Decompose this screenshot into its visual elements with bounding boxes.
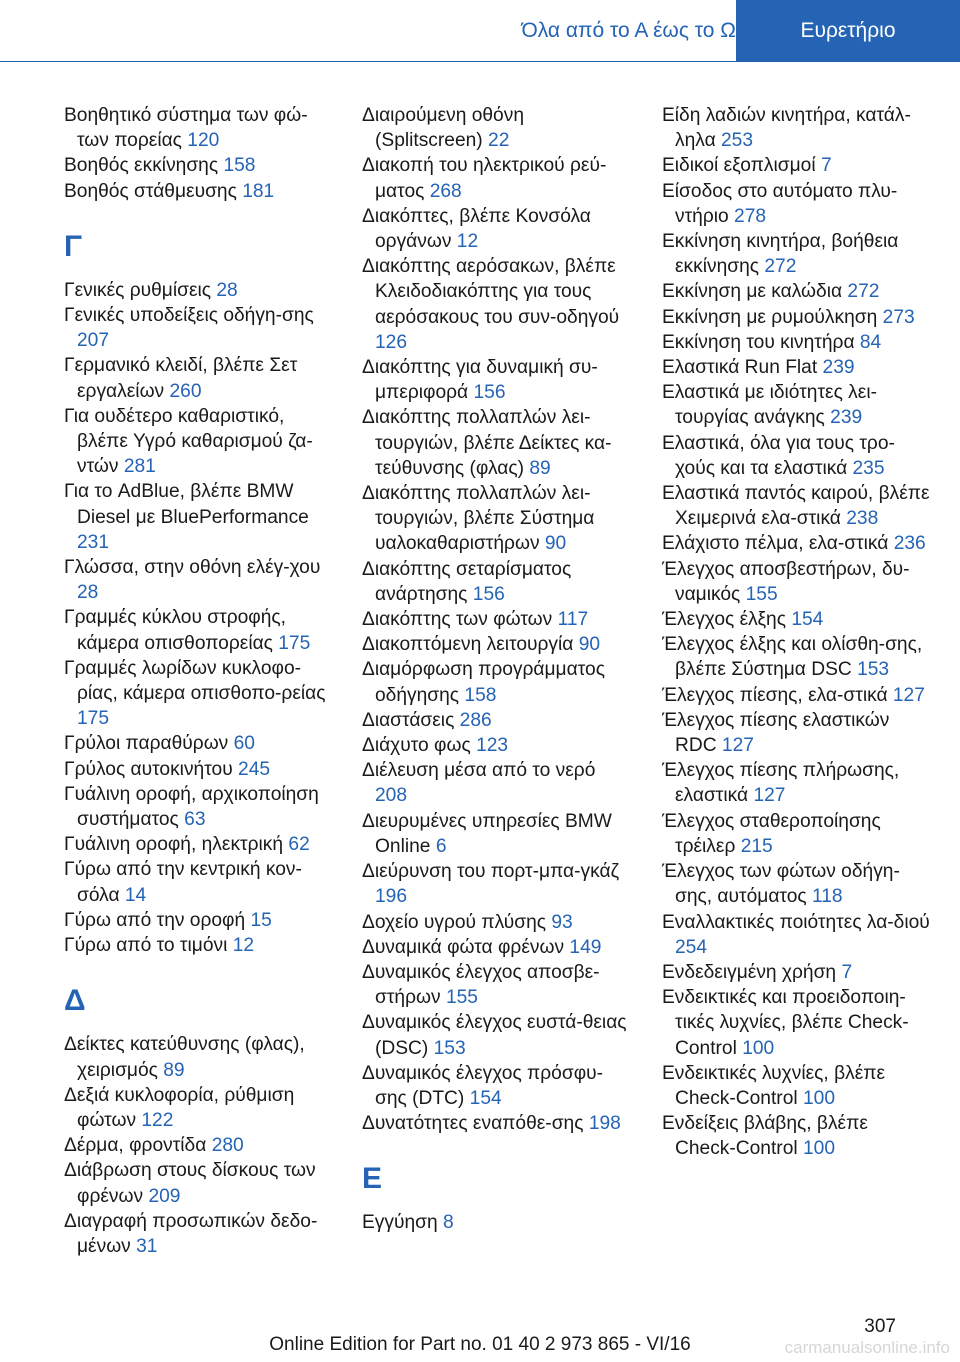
index-page-link[interactable]: 6 <box>435 835 447 857</box>
index-page-link[interactable]: 14 <box>124 884 147 906</box>
index-page-link[interactable]: 118 <box>811 886 843 908</box>
index-entry <box>64 757 332 782</box>
index-entry-text: Για ουδέτερο καθαριστικό, βλέπε Υγρό καθαρισμού ζα‐ντών <box>64 405 313 478</box>
index-entry <box>662 229 930 279</box>
index-page-link[interactable]: 127 <box>721 735 754 757</box>
index-page-link[interactable]: 253 <box>721 130 754 152</box>
index-page-link[interactable]: 153 <box>857 659 890 681</box>
index-entry <box>64 908 332 933</box>
index-entry-text: Δυναμικά φώτα φρένων <box>362 936 565 958</box>
index-entry-text: Δείκτες κατεύθυνσης (φλας), χειρισμός <box>64 1034 305 1081</box>
index-entry <box>362 910 630 935</box>
index-page-link[interactable]: 156 <box>473 382 506 404</box>
index-column-1 <box>64 103 332 1259</box>
index-entry <box>662 305 930 330</box>
index-entry-text: Ειδικοί εξοπλισμοί <box>662 155 816 177</box>
index-page-link[interactable]: 15 <box>250 909 272 931</box>
index-entry-text: Δυναμικός έλεγχος πρόσφυ‐σης (DTC) <box>362 1062 604 1109</box>
index-entry <box>662 531 930 556</box>
index-entry-text: Ενδεικτικές και προειδοποιη‐τικές λυχνίες, βλέπε Check-Control <box>662 987 909 1059</box>
index-entry-text: Γενικές υποδείξεις οδήγη‐σης <box>64 305 314 327</box>
index-page-link[interactable]: 239 <box>830 407 863 429</box>
index-entry-text: Διευρυμένες υπηρεσίες BMW Online <box>362 810 612 857</box>
index-page-link[interactable]: 198 <box>588 1113 621 1135</box>
index-entry <box>362 153 630 203</box>
index-page-link[interactable]: 63 <box>184 809 206 831</box>
index-entry <box>64 179 332 204</box>
index-letter-heading: Δ <box>64 984 86 1018</box>
index-page-link[interactable]: 158 <box>464 684 497 706</box>
index-entry-text: Διακόπτης σεταρίσματος ανάρτησης <box>362 558 572 605</box>
index-entry-text: Δυναμικός έλεγχος αποσβε‐στήρων <box>362 961 600 1009</box>
index-entry <box>64 103 332 153</box>
index-entry-text: Διακόπτης πολλαπλών λει‐τουργιών, βλέπε Σύστημα υαλοκαθαριστήρων <box>362 483 595 555</box>
index-entry-text: Διέλευση μέσα από το νερό <box>362 760 596 782</box>
index-page-link[interactable]: 7 <box>820 155 832 177</box>
index-column-2 <box>362 103 630 1236</box>
index-entry-text: Γύρω από την κεντρική κον‐σόλα <box>64 859 302 906</box>
index-entry <box>64 782 332 832</box>
index-entry <box>662 683 930 708</box>
index-entry-text: Έλεγχος πίεσης ελαστικών RDC <box>662 709 890 757</box>
index-page-link[interactable]: 215 <box>740 835 773 857</box>
index-page-link[interactable]: 84 <box>859 331 882 353</box>
index-entry-text: Δεξιά κυκλοφορία, ρύθμιση φώτων <box>64 1084 295 1131</box>
index-entry-text: Διακοπή του ηλεκτρικού ρεύ‐ματος <box>362 155 607 202</box>
index-entry-text: Εγγύηση <box>362 1212 438 1234</box>
index-entry <box>64 1032 332 1082</box>
index-column-3 <box>662 103 930 1162</box>
index-page-link[interactable]: 156 <box>472 583 505 605</box>
index-entry <box>662 330 930 355</box>
index-entry <box>662 809 930 859</box>
index-entry-text: Ενδεικτικές λυχνίες, βλέπε Check-Control <box>662 1062 886 1109</box>
index-entry-text: Ελαστικά Run Flat <box>662 357 818 379</box>
index-entry <box>662 1111 930 1161</box>
index-entry <box>64 153 332 178</box>
index-page-link[interactable]: 175 <box>77 708 110 730</box>
index-entry-text: Δοχείο υγρού πλύσης <box>362 911 546 933</box>
index-entry <box>662 179 930 229</box>
tab-index[interactable]: Ευρετήριο <box>736 0 960 62</box>
index-entry <box>662 380 930 430</box>
index-page-link[interactable]: 28 <box>216 279 238 301</box>
index-page-link[interactable]: 209 <box>148 1185 181 1207</box>
index-page-link[interactable]: 31 <box>136 1235 158 1257</box>
index-entry <box>362 481 630 557</box>
index-page-link[interactable]: 280 <box>211 1135 244 1157</box>
index-entry <box>662 708 930 758</box>
index-entry <box>662 985 930 1061</box>
index-page-link[interactable]: 196 <box>375 886 408 908</box>
index-page-link[interactable]: 272 <box>764 256 797 278</box>
index-entry-text: Διακοπτόμενη λειτουργία <box>362 634 574 656</box>
page-number: 307 <box>864 1316 896 1337</box>
index-entry <box>362 708 630 733</box>
index-page-link[interactable]: 100 <box>802 1138 835 1160</box>
index-entry <box>362 758 630 808</box>
index-page-link[interactable]: 62 <box>288 834 310 856</box>
index-entry <box>362 557 630 607</box>
index-entry <box>362 935 630 960</box>
index-entry <box>64 555 332 605</box>
index-entry-text: Διακόπτης για δυναμική συ‐μπεριφορά <box>362 357 598 404</box>
index-entry-text: Ελάχιστο πέλμα, ελα‐στικά <box>662 533 889 555</box>
index-entry <box>662 431 930 481</box>
index-page-link[interactable]: 60 <box>233 733 255 755</box>
index-entry-text: Εκκίνηση με ρυμούλκηση <box>662 306 878 328</box>
index-page-link[interactable]: 231 <box>77 531 110 553</box>
index-page-link[interactable]: 93 <box>551 911 573 933</box>
index-letter-heading: Ε <box>362 1162 383 1196</box>
index-entry-text: Ελαστικά, όλα για τους τρο‐χούς και τα ελαστικά <box>662 432 895 479</box>
index-entry-text: Έλεγχος έλξης <box>662 609 786 631</box>
header-divider <box>0 61 736 62</box>
index-page-link[interactable]: 245 <box>238 758 271 780</box>
index-page-link[interactable]: 89 <box>529 457 551 479</box>
index-entry <box>64 1209 332 1259</box>
index-entry <box>64 656 332 732</box>
index-entry-text: Έλεγχος σταθεροποίησης τρέιλερ <box>662 810 881 857</box>
index-page-link[interactable]: 181 <box>242 180 275 202</box>
index-page-link[interactable]: 286 <box>459 709 492 731</box>
index-entry-text: Διάχυτο φως <box>362 735 471 757</box>
index-entry-text: Βοηθός στάθμευσης <box>64 180 237 202</box>
index-entry <box>64 353 332 403</box>
index-entry-text: Γενικές ρυθμίσεις <box>64 279 212 301</box>
index-page-link[interactable]: 158 <box>223 155 256 177</box>
index-page-link[interactable]: 28 <box>77 582 99 604</box>
index-entry-text: Γλώσσα, στην οθόνη ελέγ‐χου <box>64 557 321 579</box>
index-entry-text: Γυάλινη οροφή, ηλεκτρική <box>64 834 284 856</box>
index-entry <box>362 1061 630 1111</box>
index-entry <box>64 832 332 857</box>
index-page-link[interactable]: 100 <box>802 1087 835 1109</box>
index-page-link[interactable]: 207 <box>77 330 110 352</box>
index-page-link[interactable]: 127 <box>753 785 786 807</box>
index-entry <box>662 607 930 632</box>
index-entry <box>662 153 930 178</box>
index-entry <box>662 632 930 682</box>
index-page-link[interactable]: 272 <box>847 281 880 303</box>
index-page-link[interactable]: 239 <box>822 357 855 379</box>
index-page-link[interactable]: 155 <box>445 987 478 1009</box>
index-page-link[interactable]: 238 <box>846 508 879 530</box>
index-page-link[interactable]: 155 <box>745 583 778 605</box>
index-page-link[interactable]: 268 <box>429 180 462 202</box>
index-entry <box>64 933 332 958</box>
watermark: carmanualsonline.info <box>784 1338 950 1357</box>
index-entry <box>362 254 630 355</box>
index-entry-text: Εκκίνηση κινητήρα, βοήθεια εκκίνησης <box>662 231 899 278</box>
index-entry-text: Δέρμα, φροντίδα <box>64 1135 207 1157</box>
index-page-link[interactable]: 89 <box>163 1059 185 1081</box>
index-page-link[interactable]: 175 <box>278 632 311 654</box>
index-entry-text: Γερμανικό κλειδί, βλέπε Σετ εργαλείων <box>64 355 298 402</box>
index-entry <box>662 355 930 380</box>
index-entry <box>64 731 332 756</box>
index-entry <box>362 809 630 859</box>
page-header <box>0 0 960 62</box>
index-entry <box>662 557 930 607</box>
index-entry <box>362 1010 630 1060</box>
index-entry <box>662 279 930 304</box>
index-entry-text: Γρύλος αυτοκινήτου <box>64 758 233 780</box>
index-page-link[interactable]: 8 <box>443 1212 454 1234</box>
index-entry-text: Εκκίνηση του κινητήρα <box>662 331 855 353</box>
index-page-link[interactable]: 90 <box>544 533 567 555</box>
index-entry <box>64 605 332 655</box>
index-entry-text: Δυναμικός έλεγχος ευστά‐θειας (DSC) <box>362 1012 627 1059</box>
index-entry <box>64 278 332 303</box>
index-entry <box>64 303 332 353</box>
index-entry <box>662 859 930 909</box>
index-page-link[interactable]: 7 <box>841 961 853 983</box>
index-letter-heading: Γ <box>64 229 83 263</box>
index-entry-text: Εναλλακτικές ποιότητες λα‐διού <box>662 911 930 933</box>
index-entry <box>362 355 630 405</box>
index-entry-text: Γραμμές κύκλου στροφής, κάμερα οπισθοπορείας <box>64 607 286 654</box>
index-entry <box>662 1061 930 1111</box>
index-entry <box>64 1133 332 1158</box>
index-entry-text: Ενδεδειγμένη χρήση <box>662 961 837 983</box>
index-entry <box>64 479 332 555</box>
section-title: Όλα από το Α έως το Ω <box>521 19 736 42</box>
index-entry-text: Ελαστικά με ιδιότητες λει‐τουργίας ανάγκης <box>662 382 877 429</box>
index-entry <box>362 1210 630 1235</box>
index-entry-text: Διακόπτες, βλέπε Κονσόλα οργάνων <box>362 205 591 253</box>
index-entry <box>64 1083 332 1133</box>
index-entry-text: Διαιρούμενη οθόνη (Splitscreen) <box>362 105 524 152</box>
index-entry-text: Ενδείξεις βλάβης, βλέπε Check-Control <box>662 1113 868 1160</box>
index-entry-text: Διάβρωση στους δίσκους των φρένων <box>64 1160 316 1207</box>
index-page-link[interactable]: 153 <box>433 1037 466 1059</box>
index-entry-text: Έλεγχος αποσβεστήρων, δυ‐ναμικός <box>662 558 910 605</box>
index-entry-text: Διακόπτης των φώτων <box>362 609 553 631</box>
index-entry <box>362 733 630 758</box>
index-entry <box>362 405 630 481</box>
index-entry-text: Γύρω από το τιμόνι <box>64 935 228 957</box>
index-page-link[interactable]: 12 <box>232 935 255 957</box>
index-entry-text: Δυνατότητες εναπόθε‐σης <box>362 1113 584 1135</box>
index-entry-text: Έλεγχος πίεσης, ελα‐στικά <box>662 684 888 706</box>
index-entry-text: Διαστάσεις <box>362 709 455 731</box>
index-entry <box>362 960 630 1010</box>
index-entry <box>362 204 630 254</box>
index-entry-text: Διαμόρφωση προγράμματος οδήγησης <box>362 659 605 706</box>
index-entry <box>64 404 332 480</box>
index-entry-text: Ελαστικά παντός καιρού, βλέπε Χειμερινά ελα‐στικά <box>662 483 930 530</box>
index-entry-text: Διεύρυνση του πορτ-μπα‐γκάζ <box>362 861 620 883</box>
index-entry-text: Έλεγχος των φώτων οδήγη‐σης, αυτόματος <box>662 861 900 908</box>
index-page-link[interactable]: 123 <box>476 735 509 757</box>
index-entry <box>662 481 930 531</box>
index-page-link[interactable]: 149 <box>569 936 602 958</box>
index-page-link[interactable]: 90 <box>578 634 601 656</box>
index-entry-text: Βοηθητικό σύστημα των φώ‐των πορείας <box>64 105 308 152</box>
index-entry <box>64 1158 332 1208</box>
index-page-link[interactable]: 127 <box>892 684 925 706</box>
index-page-link[interactable]: 126 <box>375 331 408 353</box>
index-entry-text: Γυάλινη οροφή, αρχικοποίηση συστήματος <box>64 783 319 831</box>
index-entry <box>662 960 930 985</box>
index-entry-text: Είδη λαδιών κινητήρα, κατάλ‐ληλα <box>662 105 911 152</box>
index-page-link[interactable]: 120 <box>187 130 220 152</box>
index-page-link[interactable]: 12 <box>456 231 479 253</box>
index-entry-text: Διακόπτης πολλαπλών λει‐τουργιών, βλέπε Δείκτες κα‐τεύθυνσης (φλας) <box>362 407 612 479</box>
index-page-link[interactable]: 22 <box>488 130 510 152</box>
index-page-link[interactable]: 281 <box>123 456 156 478</box>
index-page-link[interactable]: 273 <box>882 306 915 328</box>
index-entry <box>64 857 332 907</box>
index-page-link[interactable]: 122 <box>141 1109 174 1131</box>
index-entry <box>662 758 930 808</box>
index-page-link[interactable]: 260 <box>169 380 202 402</box>
index-page-link[interactable]: 208 <box>375 785 408 807</box>
index-entry <box>362 103 630 153</box>
index-page-link[interactable]: 154 <box>791 609 824 631</box>
index-entry-text: Γραμμές λωρίδων κυκλοφο‐ρίας, κάμερα οπισθοπο‐ρείας <box>64 657 326 705</box>
index-entry <box>362 1111 630 1136</box>
index-entry <box>662 910 930 960</box>
index-entry <box>362 657 630 707</box>
footer-edition: Online Edition for Part no. 01 40 2 973 865 - VI/16 <box>269 1334 691 1355</box>
index-entry-text: Διακόπτης αερόσακων, βλέπε Κλειδοδιακόπτης για τους αερόσακους του συν‐οδηγού <box>362 256 620 328</box>
index-page-link[interactable]: 236 <box>893 533 926 555</box>
index-entry <box>362 632 630 657</box>
index-page-link[interactable]: 254 <box>675 936 708 958</box>
index-entry-text: Για το AdBlue, βλέπε BMW Diesel με BluePerformance <box>64 481 309 528</box>
index-entry <box>662 103 930 153</box>
index-page-link[interactable]: 117 <box>557 609 589 631</box>
index-entry-text: Γρύλοι παραθύρων <box>64 733 229 755</box>
index-entry <box>362 859 630 909</box>
index-entry-text: Διαγραφή προσωπικών δεδο‐μένων <box>64 1210 318 1257</box>
index-page-link[interactable]: 154 <box>469 1087 502 1109</box>
index-entry-text: Έλεγχος έλξης και ολίσθη‐σης, βλέπε Σύστημα DSC <box>662 634 923 681</box>
index-entry-text: Είσοδος στο αυτόματο πλυ‐ντήριο <box>662 180 898 227</box>
index-entry-text: Βοηθός εκκίνησης <box>64 155 219 177</box>
index-entry-text: Γύρω από την οροφή <box>64 909 246 931</box>
index-entry <box>362 607 630 632</box>
index-entry-text: Εκκίνηση με καλώδια <box>662 281 843 303</box>
index-page-link[interactable]: 278 <box>734 205 767 227</box>
index-entry-text: Έλεγχος πίεσης πλήρωσης, ελαστικά <box>662 760 900 807</box>
index-page-link[interactable]: 100 <box>742 1037 775 1059</box>
index-page-link[interactable]: 235 <box>852 457 885 479</box>
